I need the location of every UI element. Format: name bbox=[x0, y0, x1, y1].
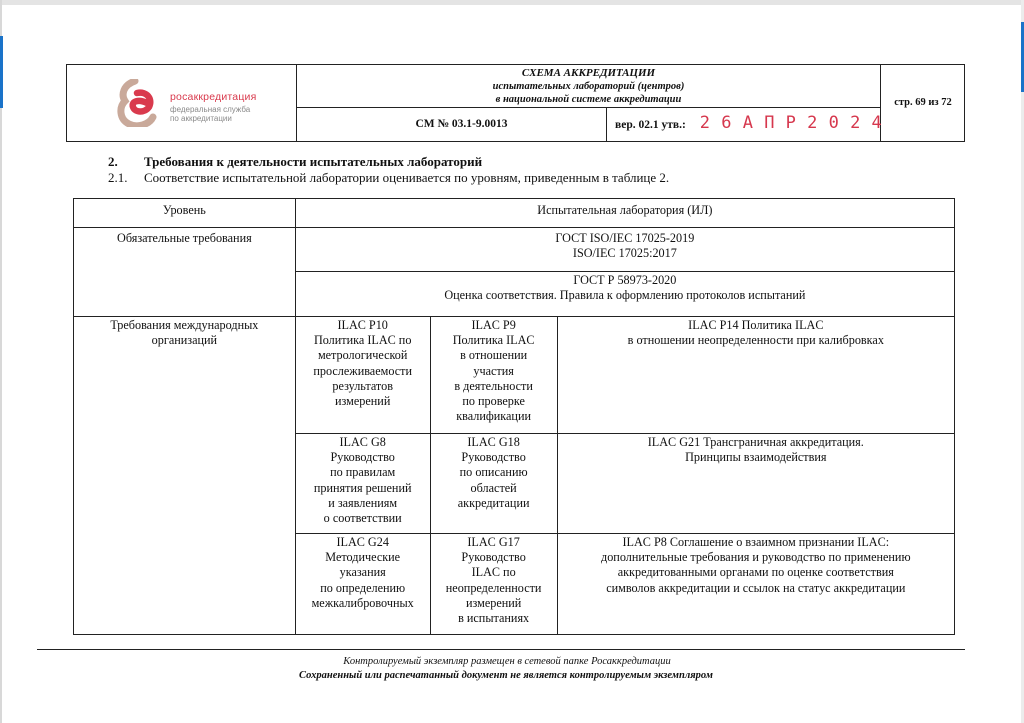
doc-number: СМ № 03.1-9.0013 bbox=[297, 108, 607, 141]
cell-line: прослеживаемости bbox=[313, 363, 412, 378]
document-header bbox=[66, 64, 965, 142]
section-title bbox=[108, 154, 482, 170]
cell-line: ILAC P10 bbox=[337, 318, 388, 332]
mandatory-std1-line2: ISO/IEC 17025:2017 bbox=[572, 246, 677, 261]
cell-line: и заявлениям bbox=[328, 495, 398, 510]
cell-line: по описанию bbox=[459, 465, 528, 480]
footer-warning-text: Сохраненный или распечатанный документ не является контролируемым экземпляром bbox=[299, 670, 713, 681]
footer-divider bbox=[37, 649, 965, 650]
cell-line: указания bbox=[339, 565, 386, 580]
intl-label-line2: организаций bbox=[151, 333, 218, 348]
table-header-row bbox=[74, 199, 955, 228]
footer-note bbox=[0, 656, 1024, 667]
mandatory-std2 bbox=[295, 272, 954, 317]
cell-line: символов аккредитации и ссылок на статус аккредитации bbox=[606, 580, 906, 595]
table-row bbox=[74, 317, 955, 434]
cell-line: Принципы взаимодействия bbox=[685, 450, 827, 465]
cell-r0-c2 bbox=[430, 317, 557, 434]
table-row bbox=[74, 228, 955, 272]
section-subtext bbox=[108, 170, 669, 186]
rosaccreditation-logo-icon bbox=[117, 79, 157, 127]
subsection-text: Соответствие испытательной лаборатории оценивается по уровням, приведенным в таблице 2. bbox=[144, 170, 670, 185]
cell-line: Методические bbox=[325, 550, 401, 565]
logo-subtitle-line1: федеральная служба bbox=[170, 105, 251, 114]
footer-note-text: Контролируемый экземпляр размещен в сетевой папке Росаккредитации bbox=[343, 656, 671, 667]
cell-line: дополнительные требования и руководство по применению bbox=[601, 550, 911, 565]
cell-line: ILAC G24 bbox=[336, 535, 389, 549]
cell-r1-c3 bbox=[557, 434, 954, 534]
cell-line: по проверке bbox=[462, 394, 525, 409]
section-number: 2. bbox=[108, 154, 118, 169]
cell-line: участия bbox=[473, 363, 514, 378]
cell-line: о соответствии bbox=[323, 511, 402, 526]
cell-line: ILAC G18 bbox=[467, 435, 520, 449]
cell-line: аккредитации bbox=[457, 495, 530, 510]
cell-line: Руководство bbox=[461, 550, 526, 565]
col-header-level: Уровень bbox=[74, 199, 296, 228]
requirements-table bbox=[73, 198, 955, 635]
cell-line: Политика ILAC bbox=[452, 333, 535, 348]
scheme-subtitle-1: испытательных лабораторий (центров) bbox=[492, 81, 685, 92]
cell-line: результатов bbox=[332, 378, 393, 393]
logo-cell bbox=[67, 65, 297, 141]
cell-line: по определению bbox=[320, 580, 406, 595]
cell-line: квалификации bbox=[456, 409, 532, 424]
page-number: стр. 69 из 72 bbox=[894, 97, 952, 108]
cell-line: измерений bbox=[465, 595, 522, 610]
cell-r2-c2 bbox=[430, 534, 557, 635]
cell-line: аккредитованными органами по оценке соответствия bbox=[617, 565, 894, 580]
cell-r0-c1 bbox=[295, 317, 430, 434]
cell-line: в отношении bbox=[460, 348, 528, 363]
mandatory-std2-line2: Оценка соответствия. Правила к оформлению протоколов испытаний bbox=[444, 288, 806, 303]
footer-warning bbox=[0, 670, 1024, 681]
cell-line: Руководство bbox=[461, 450, 526, 465]
cell-line: в отношении неопределенности при калибровках bbox=[627, 333, 884, 348]
window-left-edge bbox=[0, 0, 2, 723]
col-header-lab: Испытательная лаборатория (ИЛ) bbox=[295, 199, 954, 228]
cell-r2-c1 bbox=[295, 534, 430, 635]
mandatory-std2-line1: ГОСТ Р 58973-2020 bbox=[573, 273, 677, 287]
left-scroll-indicator bbox=[0, 36, 3, 108]
logo-subtitle bbox=[170, 105, 250, 123]
scheme-title: СХЕМА АККРЕДИТАЦИИ bbox=[521, 67, 656, 79]
mandatory-std1-line1: ГОСТ ISO/IEC 17025-2019 bbox=[555, 231, 695, 245]
cell-r1-c1 bbox=[295, 434, 430, 534]
cell-line: ILAC G8 bbox=[339, 435, 386, 449]
version-label: вер. 02.1 утв.: bbox=[615, 119, 686, 131]
cell-line: ILAC P9 bbox=[471, 318, 516, 332]
cell-r0-c3 bbox=[557, 317, 954, 434]
cell-line: ILAC G21 Трансграничная аккредитация. bbox=[647, 435, 864, 449]
cell-line: областей bbox=[470, 480, 517, 495]
mandatory-label: Обязательные требования bbox=[74, 228, 296, 317]
cell-line: неопределенности bbox=[445, 580, 542, 595]
cell-line: ILAC P14 Политика ILAC bbox=[688, 318, 824, 332]
mandatory-std1 bbox=[295, 228, 954, 272]
cell-line: Руководство bbox=[330, 450, 395, 465]
window-top-edge bbox=[0, 0, 1024, 5]
cell-line: ILAC по bbox=[471, 565, 516, 580]
approval-date-stamp: 2 6 А П Р 2 0 2 4 bbox=[699, 113, 883, 133]
logo-subtitle-line2: по аккредитации bbox=[170, 114, 232, 123]
version-cell bbox=[607, 108, 881, 141]
scheme-title-cell bbox=[297, 65, 881, 108]
cell-r1-c2 bbox=[430, 434, 557, 534]
scheme-subtitle-2: в национальной системе аккредитации bbox=[495, 94, 682, 105]
cell-line: ILAC G17 bbox=[467, 535, 520, 549]
cell-line: измерений bbox=[335, 394, 391, 409]
cell-line: метрологической bbox=[317, 348, 408, 363]
logo-name: росаккредитация bbox=[170, 91, 257, 103]
cell-line: принятия решений bbox=[313, 480, 412, 495]
cell-line: ILAC P8 Соглашение о взаимном признании ILAC: bbox=[622, 535, 890, 549]
cell-line: по правилам bbox=[330, 465, 396, 480]
cell-line: межкалибровочных bbox=[311, 595, 414, 610]
section-title-text: Требования к деятельности испытательных лабораторий bbox=[144, 154, 483, 169]
cell-line: в испытаниях bbox=[458, 611, 530, 626]
cell-r2-c3 bbox=[557, 534, 954, 635]
cell-line: в деятельности bbox=[454, 378, 533, 393]
intl-label bbox=[74, 317, 296, 635]
intl-label-line1: Требования международных bbox=[110, 318, 259, 332]
cell-line: Политика ILAC по bbox=[313, 333, 412, 348]
subsection-number: 2.1. bbox=[108, 170, 128, 185]
